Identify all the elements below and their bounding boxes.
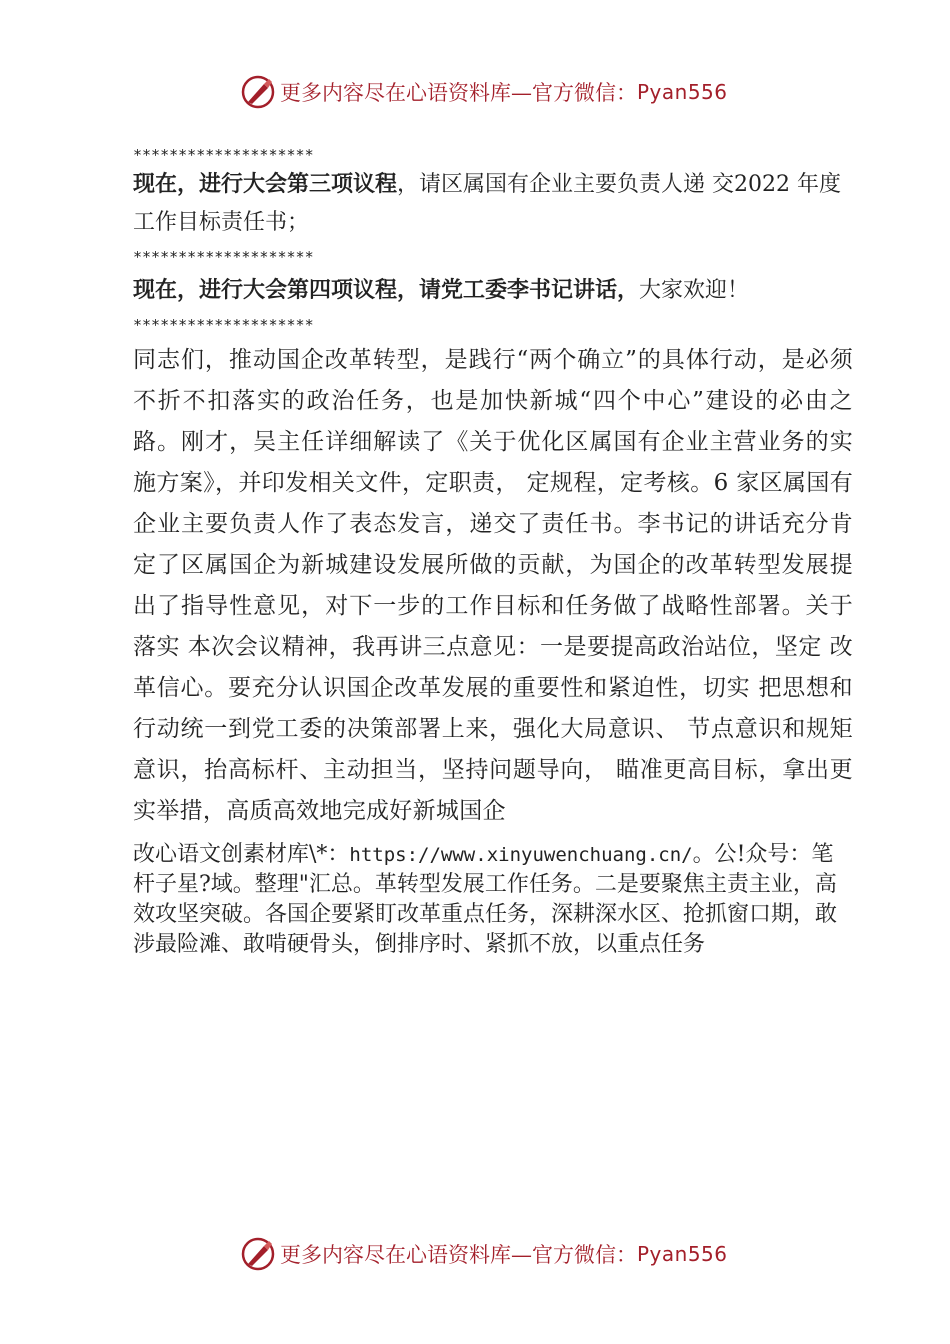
- agenda-item-3-text: ，请区属国有企业主要负责人递 交2022 年度工作目标责任书；: [133, 172, 841, 235]
- footer-banner: [240, 1234, 728, 1274]
- document-body: [133, 144, 853, 960]
- agenda-item-3-heading: 现在，进行大会第三项议程: [133, 172, 398, 197]
- wechat-id: Pyan556: [637, 1242, 728, 1266]
- header-banner: [240, 72, 728, 112]
- banner-text: 更多内容尽在心语资料库—官方微信：: [280, 81, 637, 105]
- speech-tail-end: 。公!众号：笔杆子星?域。整理"汇总。革转型发展工作任务。二是要聚焦主责主业，高效攻坚突破。各国企要紧盯改革重点任务，深耕深水区、抢抓窗口期，敢涉最险滩、敢啃硬骨头，倒排序时、紧抓不放，以重点任务: [133, 842, 838, 957]
- banner-text: 更多内容尽在心语资料库—官方微信：: [280, 1243, 637, 1267]
- pen-logo-icon: [240, 1236, 276, 1272]
- agenda-item-4-text: 大家欢迎！: [639, 278, 750, 303]
- divider-1: ********************: [133, 146, 314, 164]
- speech-continuation: [133, 840, 853, 960]
- agenda-item-4-heading-2: ，请党工委李书记讲话，: [397, 278, 640, 303]
- agenda-item-4-heading: 现在，进行大会第四项议程: [133, 278, 398, 303]
- pen-logo-icon: [240, 74, 276, 110]
- source-url: https://www.xinyuwenchuang.cn/: [349, 844, 693, 866]
- speech-tail-start: 改心语文创素材库\*：: [133, 842, 350, 867]
- speech-paragraph: 同志们，推动国企改革转型，是践行“两个确立”的具体行动，是必须不折不扣落实的政治任务，也是加快新城“四个中心”建设的必由之路。刚才，吴主任详细解读了《关于优化区属国有企业主营业务的实施方案》，并印发相关文件，定职责， 定规程，定考核。6 家区属国有企业主要负责人作了表态发言，递交了责任书。李书记的讲话充分肯定了区属国企为新城建设发展所做的贡献，为国企的改革转型发展提出了指导性意见，对下一步的工作目标和任务做了战略性部署。关于落实 本次会议精神，我再讲三点意见：一是要提高政治站位，坚定 改革信心。要充分认识国企改革发展的重要性和紧迫性，切实 把思想和行动统一到党工委的决策部署上来，强化大局意识、 节点意识和规矩意识，抬高标杆、主动担当，坚持问题导向， 瞄准更高目标，拿出更实举措，高质高效地完成好新城国企: [133, 347, 853, 824]
- divider-2: ********************: [133, 248, 314, 266]
- agenda-item-3: [133, 166, 853, 242]
- agenda-item-4: [133, 272, 853, 310]
- wechat-id: Pyan556: [637, 80, 728, 104]
- divider-3: ********************: [133, 316, 314, 334]
